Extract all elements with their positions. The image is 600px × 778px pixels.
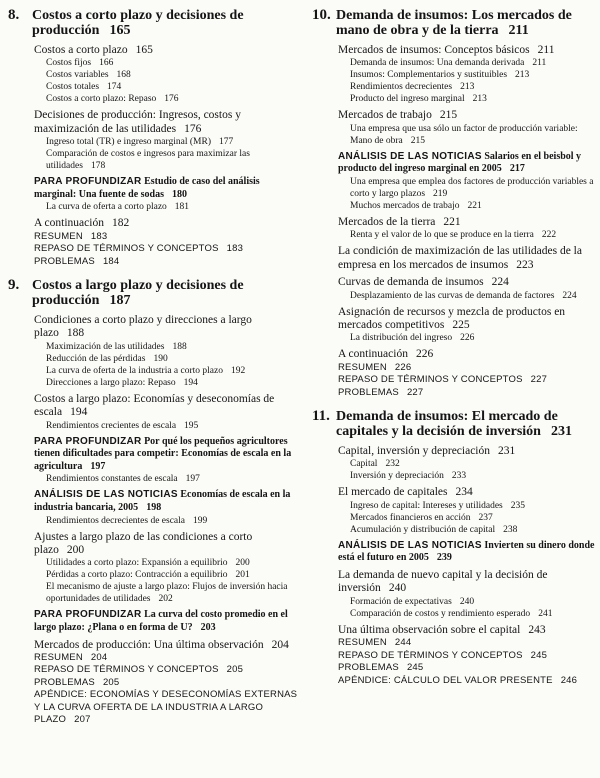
end-matter-page: 183 xyxy=(226,243,244,255)
chapter-title xyxy=(32,8,298,38)
section-text: La condición de maximización de las utilidades de la empresa en los mercados de insumos xyxy=(338,245,582,271)
toc-end-matter xyxy=(338,675,596,687)
section-text: Capital, inversión y depreciación xyxy=(338,445,491,458)
toc-subsection xyxy=(46,557,298,569)
chapter-page: 231 xyxy=(550,424,572,440)
toc-subsection xyxy=(350,512,596,524)
subsection-page: 237 xyxy=(478,512,493,523)
subsection-text: Utilidades a corto plazo: Expansión a equilibrio xyxy=(46,558,228,569)
chapter-number: 9. xyxy=(8,277,20,294)
toc-subsection xyxy=(46,69,298,81)
chapter-entries xyxy=(338,44,596,399)
subsection-page: 176 xyxy=(164,94,179,105)
section-page: 215 xyxy=(439,109,458,122)
section-page: 226 xyxy=(415,348,434,361)
subsection-page: 195 xyxy=(184,420,199,431)
end-matter-text: PROBLEMAS xyxy=(338,662,399,674)
end-matter-page: 246 xyxy=(560,674,578,686)
end-matter-page: 204 xyxy=(90,652,108,664)
section-text: Asignación de recursos y mezcla de productos en mercados competitivos xyxy=(338,305,566,332)
toc-subsection xyxy=(46,341,298,353)
toc-end-matter xyxy=(34,231,298,243)
subsection-page: 240 xyxy=(459,596,475,607)
chapter-number: 11. xyxy=(312,408,330,425)
toc-section xyxy=(34,44,298,57)
toc-subsection xyxy=(46,473,298,485)
subsection-text: Rendimientos decrecientes de escala xyxy=(46,515,186,526)
subsection-page: 241 xyxy=(538,608,553,619)
subsection-text: Costos variables xyxy=(46,70,109,81)
section-page: 200 xyxy=(66,544,85,557)
subsection-text: Capital xyxy=(350,459,378,470)
section-page: 165 xyxy=(135,44,153,56)
toc-section xyxy=(34,217,298,230)
subsection-page: 199 xyxy=(193,515,208,526)
end-matter-page: 205 xyxy=(102,676,120,688)
feature-tag: PARA PROFUNDIZAR xyxy=(34,609,142,621)
toc-subsection xyxy=(350,200,596,212)
chapter-entries xyxy=(338,445,596,687)
toc-section xyxy=(338,216,596,229)
subsection-page: 238 xyxy=(503,524,518,535)
end-matter-text: REPASO DE TÉRMINOS Y CONCEPTOS xyxy=(338,649,523,661)
end-matter-page: 245 xyxy=(530,649,548,661)
subsection-page: 211 xyxy=(532,58,547,69)
chapter-title xyxy=(336,8,596,38)
toc-section xyxy=(338,109,596,122)
chapter-title-text: Costos a corto plazo y decisiones de producción xyxy=(32,8,244,38)
chapter-entries xyxy=(34,44,298,268)
section-page: 231 xyxy=(498,445,516,458)
subsection-text: Una empresa que usa sólo un factor de producción variable: Mano de obra xyxy=(350,123,578,146)
toc-end-matter xyxy=(338,650,596,662)
toc-subsection xyxy=(46,377,298,389)
toc-end-matter xyxy=(338,374,596,386)
subsection-page: 200 xyxy=(235,558,250,569)
toc-end-matter xyxy=(338,637,596,649)
end-matter-text: REPASO DE TÉRMINOS Y CONCEPTOS xyxy=(34,243,219,255)
section-page: 204 xyxy=(271,638,289,651)
chapter-heading xyxy=(312,8,596,38)
subsection-page: 222 xyxy=(541,230,557,241)
feature-page: 180 xyxy=(172,188,188,200)
chapter-number: 8. xyxy=(8,7,20,23)
subsection-page: 174 xyxy=(107,82,122,93)
chapter-heading xyxy=(312,409,596,439)
subsection-page: 226 xyxy=(460,333,475,344)
feature-tag: ANÁLISIS DE LAS NOTICIAS xyxy=(338,539,482,551)
section-page: 224 xyxy=(491,276,509,289)
section-page: 194 xyxy=(70,406,88,419)
subsection-page: 192 xyxy=(230,365,246,376)
subsection-page: 190 xyxy=(153,353,168,364)
subsection-text: Costos a corto plazo: Repaso xyxy=(46,94,157,105)
subsection-page: 181 xyxy=(174,202,190,213)
subsection-page: 213 xyxy=(515,70,530,81)
toc-section xyxy=(338,569,596,596)
section-text: Costos a largo plazo: Economías y deseconomías de escala xyxy=(34,392,275,419)
toc-column-left xyxy=(8,8,298,726)
toc-section xyxy=(338,276,596,289)
end-matter-page: 227 xyxy=(406,386,424,398)
toc-section xyxy=(34,531,298,558)
toc-end-matter xyxy=(338,387,596,399)
subsection-text: Producto del ingreso marginal xyxy=(350,94,465,105)
subsection-text: Reducción de las pérdidas xyxy=(46,353,146,364)
end-matter-text: RESUMEN xyxy=(338,637,387,649)
toc-section xyxy=(338,44,596,57)
subsection-text: La distribución del ingreso xyxy=(350,333,453,344)
subsection-text: Desplazamiento de las curvas de demanda de factores xyxy=(350,290,555,301)
end-matter-text: PROBLEMAS xyxy=(34,676,95,688)
toc-subsection xyxy=(350,57,596,69)
toc-section xyxy=(34,639,298,652)
toc-subsection xyxy=(46,420,298,432)
subsection-page: 178 xyxy=(90,161,106,172)
feature-text: Salarios en el beisbol y producto del ingreso marginal en 2005 xyxy=(338,150,582,175)
end-matter-text: REPASO DE TÉRMINOS Y CONCEPTOS xyxy=(338,374,523,386)
toc-subsection xyxy=(350,229,596,241)
section-text: Una última observación sobre el capital xyxy=(338,623,521,636)
subsection-page: 201 xyxy=(235,570,250,581)
end-matter-text: PROBLEMAS xyxy=(34,255,95,267)
feature-page: 217 xyxy=(509,163,525,175)
end-matter-page: 183 xyxy=(90,230,108,242)
chapter-page: 211 xyxy=(508,23,529,38)
feature-box-entry xyxy=(34,176,298,201)
end-matter-text: RESUMEN xyxy=(34,652,83,664)
subsection-text: Rendimientos constantes de escala xyxy=(46,474,178,485)
section-text: Condiciones a corto plazo y direcciones a largo plazo xyxy=(34,314,252,340)
subsection-page: 202 xyxy=(158,594,173,605)
feature-box-entry xyxy=(34,436,298,474)
toc-subsection xyxy=(46,201,298,213)
toc-subsection xyxy=(46,569,298,581)
feature-page: 197 xyxy=(90,460,106,472)
subsection-page: 213 xyxy=(472,94,487,105)
toc-subsection xyxy=(350,608,596,620)
section-page: 234 xyxy=(455,486,473,499)
chapter-title xyxy=(336,409,596,439)
feature-tag: PARA PROFUNDIZAR xyxy=(34,176,142,188)
chapter-title-text: Demanda de insumos: El mercado de capitales y la decisión de inversión xyxy=(336,409,558,440)
toc-end-matter xyxy=(34,664,298,676)
subsection-page: 232 xyxy=(385,459,400,470)
subsection-text: Demanda de insumos: Una demanda derivada xyxy=(350,58,525,69)
toc-subsection xyxy=(350,524,596,536)
toc-section xyxy=(338,348,596,361)
toc-subsection xyxy=(350,290,596,302)
chapter-page: 187 xyxy=(109,293,131,309)
subsection-text: Acumulación y distribución de capital xyxy=(350,524,496,535)
toc-subsection xyxy=(350,123,596,147)
subsection-page: 197 xyxy=(185,474,200,485)
chapter-spacer xyxy=(312,399,596,409)
section-page: 223 xyxy=(516,258,534,271)
toc-section xyxy=(338,445,596,458)
subsection-page: 188 xyxy=(172,341,187,352)
chapter-title xyxy=(32,278,298,308)
toc-subsection xyxy=(46,365,298,377)
end-matter-page: 227 xyxy=(530,374,548,386)
subsection-text: La curva de oferta de la industria a corto plazo xyxy=(46,365,223,376)
section-text: Mercados de insumos: Conceptos básicos xyxy=(338,44,530,56)
feature-page: 198 xyxy=(146,502,162,514)
toc-subsection xyxy=(350,500,596,512)
toc-section xyxy=(338,486,596,499)
toc-subsection xyxy=(46,581,298,605)
toc-subsection xyxy=(350,458,596,470)
toc-section xyxy=(34,393,298,420)
chapter-title-text: Costos a largo plazo y decisiones de producción xyxy=(32,278,244,309)
section-page: 211 xyxy=(537,44,555,56)
toc-subsection xyxy=(350,69,596,81)
toc-subsection xyxy=(350,596,596,608)
section-page: 243 xyxy=(528,623,546,636)
section-page: 225 xyxy=(452,319,470,332)
toc-end-matter xyxy=(34,677,298,689)
toc-column-right xyxy=(312,8,596,687)
subsection-text: Rendimientos decrecientes xyxy=(350,82,453,93)
chapter-entries xyxy=(34,314,298,726)
subsection-text: Direcciones a largo plazo: Repaso xyxy=(46,377,176,388)
subsection-text: Renta y el valor de lo que se produce en la tierra xyxy=(350,230,534,241)
end-matter-page: 226 xyxy=(394,361,412,373)
section-text: El mercado de capitales xyxy=(338,486,448,499)
subsection-text: Comparación de costos y rendimiento esperado xyxy=(350,608,531,619)
section-page: 188 xyxy=(66,327,85,340)
chapter-spacer xyxy=(8,268,298,278)
toc-end-matter xyxy=(338,662,596,674)
toc-section xyxy=(338,306,596,333)
subsection-text: Costos totales xyxy=(46,82,100,93)
feature-text: Estudio de caso del análisis marginal: Una fuente de sodas xyxy=(34,176,260,200)
toc-end-matter xyxy=(338,362,596,374)
toc-section xyxy=(34,314,298,341)
section-text: A continuación xyxy=(338,348,408,361)
feature-text: La curva del costo promedio en el largo plazo: ¿Plana o en forma de U? xyxy=(34,609,288,634)
chapter-number: 10. xyxy=(312,7,331,23)
end-matter-text: RESUMEN xyxy=(338,361,387,373)
subsection-page: 221 xyxy=(467,201,482,211)
subsection-page: 215 xyxy=(410,135,426,146)
subsection-page: 233 xyxy=(451,471,467,482)
feature-text: Invierten su dinero donde está el futuro en 2005 xyxy=(338,539,595,564)
toc-subsection xyxy=(46,81,298,93)
subsection-text: Maximización de las utilidades xyxy=(46,341,165,352)
feature-tag: ANÁLISIS DE LAS NOTICIAS xyxy=(34,489,178,501)
subsection-text: Costos fijos xyxy=(46,58,92,69)
section-text: Mercados de producción: Una última observación xyxy=(34,638,264,651)
feature-text: Economías de escala en la industria bancaria, 2005 xyxy=(34,489,291,514)
subsection-text: Ingreso total (TR) e ingreso marginal (MR) xyxy=(46,137,211,148)
subsection-text: Rendimientos crecientes de escala xyxy=(46,420,177,431)
subsection-text: El mecanismo de ajuste a largo plazo: Flujos de inversión hacia oportunidades de utilidades xyxy=(46,582,288,605)
toc-end-matter xyxy=(34,652,298,664)
subsection-page: 224 xyxy=(562,290,577,301)
section-text: Mercados de la tierra xyxy=(338,216,436,228)
toc-subsection xyxy=(350,176,596,200)
end-matter-page: 245 xyxy=(406,662,424,674)
subsection-text: Ingreso de capital: Intereses y utilidades xyxy=(350,500,503,511)
chapter-heading xyxy=(8,278,298,308)
toc-subsection xyxy=(350,81,596,93)
section-page: 182 xyxy=(111,217,130,230)
subsection-text: Muchos mercados de trabajo xyxy=(350,201,460,211)
toc-subsection xyxy=(46,148,298,172)
subsection-text: Una empresa que emplea dos factores de producción variables a corto y largo plazos xyxy=(350,177,594,199)
subsection-page: 168 xyxy=(116,70,131,81)
end-matter-page: 205 xyxy=(226,664,244,676)
end-matter-text: RESUMEN xyxy=(34,230,83,242)
toc-end-matter xyxy=(34,256,298,268)
section-page: 240 xyxy=(388,582,407,595)
subsection-page: 213 xyxy=(460,82,475,93)
feature-box-entry xyxy=(34,609,298,634)
end-matter-page: 244 xyxy=(394,637,412,649)
section-page: 221 xyxy=(443,216,461,228)
subsection-text: Insumos: Complementarios y sustituibles xyxy=(350,70,508,81)
toc-end-matter xyxy=(34,243,298,255)
chapter-page: 165 xyxy=(109,23,131,38)
toc-section xyxy=(34,109,298,136)
toc-subsection xyxy=(46,57,298,69)
section-text: Decisiones de producción: Ingresos, costos y maximización de las utilidades xyxy=(34,109,241,135)
subsection-page: 177 xyxy=(218,137,234,148)
toc-section xyxy=(338,624,596,637)
feature-page: 239 xyxy=(436,552,452,564)
feature-box-entry xyxy=(34,489,298,514)
end-matter-text: REPASO DE TÉRMINOS Y CONCEPTOS xyxy=(34,664,219,676)
section-text: Curvas de demanda de insumos xyxy=(338,276,484,289)
end-matter-page: 184 xyxy=(102,255,120,267)
feature-tag: ANÁLISIS DE LAS NOTICIAS xyxy=(338,150,482,162)
section-text: Ajustes a largo plazo de las condiciones a corto plazo xyxy=(34,530,253,557)
feature-box-entry xyxy=(338,540,596,565)
feature-box-entry xyxy=(338,151,596,176)
toc-subsection xyxy=(350,93,596,105)
toc-subsection xyxy=(46,515,298,527)
end-matter-page: 207 xyxy=(74,714,91,726)
feature-tag: PARA PROFUNDIZAR xyxy=(34,435,142,447)
toc-end-matter xyxy=(34,689,298,726)
subsection-page: 219 xyxy=(433,189,448,199)
toc-subsection xyxy=(46,93,298,105)
section-text: La demanda de nuevo capital y la decisión de inversión xyxy=(338,569,548,595)
toc-subsection xyxy=(46,136,298,148)
subsection-text: Inversión y depreciación xyxy=(350,471,444,482)
toc-subsection xyxy=(350,470,596,482)
section-text: Costos a corto plazo xyxy=(34,44,128,56)
subsection-page: 194 xyxy=(183,377,198,388)
subsection-text: La curva de oferta a corto plazo xyxy=(46,202,167,213)
end-matter-text: APÉNDICE: ECONOMÍAS Y DESECONOMÍAS EXTERNAS Y LA CURVA OFERTA DE LA INDUSTRIA A LARGO PLAZO xyxy=(34,689,298,726)
toc-subsection xyxy=(46,353,298,365)
section-text: Mercados de trabajo xyxy=(338,109,432,122)
subsection-page: 166 xyxy=(99,58,114,69)
feature-page: 203 xyxy=(200,622,216,634)
subsection-text: Mercados financieros en acción xyxy=(350,512,471,523)
section-page: 176 xyxy=(184,122,202,135)
feature-text: Por qué los pequeños agricultores tienen dificultades para competir: Economías de escala en la agricultura xyxy=(34,435,292,472)
toc-section xyxy=(338,245,596,272)
chapter-title-text: Demanda de insumos: Los mercados de mano de obra y de la tierra xyxy=(336,8,572,38)
subsection-text: Comparación de costos e ingresos para maximizar las utilidades xyxy=(46,149,250,172)
subsection-text: Pérdidas a corto plazo: Contracción a equilibrio xyxy=(46,570,228,581)
subsection-text: Formación de expectativas xyxy=(350,596,452,607)
end-matter-text: APÉNDICE: CÁLCULO DEL VALOR PRESENTE xyxy=(338,674,553,686)
chapter-heading xyxy=(8,8,298,38)
end-matter-text: PROBLEMAS xyxy=(338,386,399,398)
section-text: A continuación xyxy=(34,217,104,230)
subsection-page: 235 xyxy=(510,500,525,511)
toc-subsection xyxy=(350,332,596,344)
